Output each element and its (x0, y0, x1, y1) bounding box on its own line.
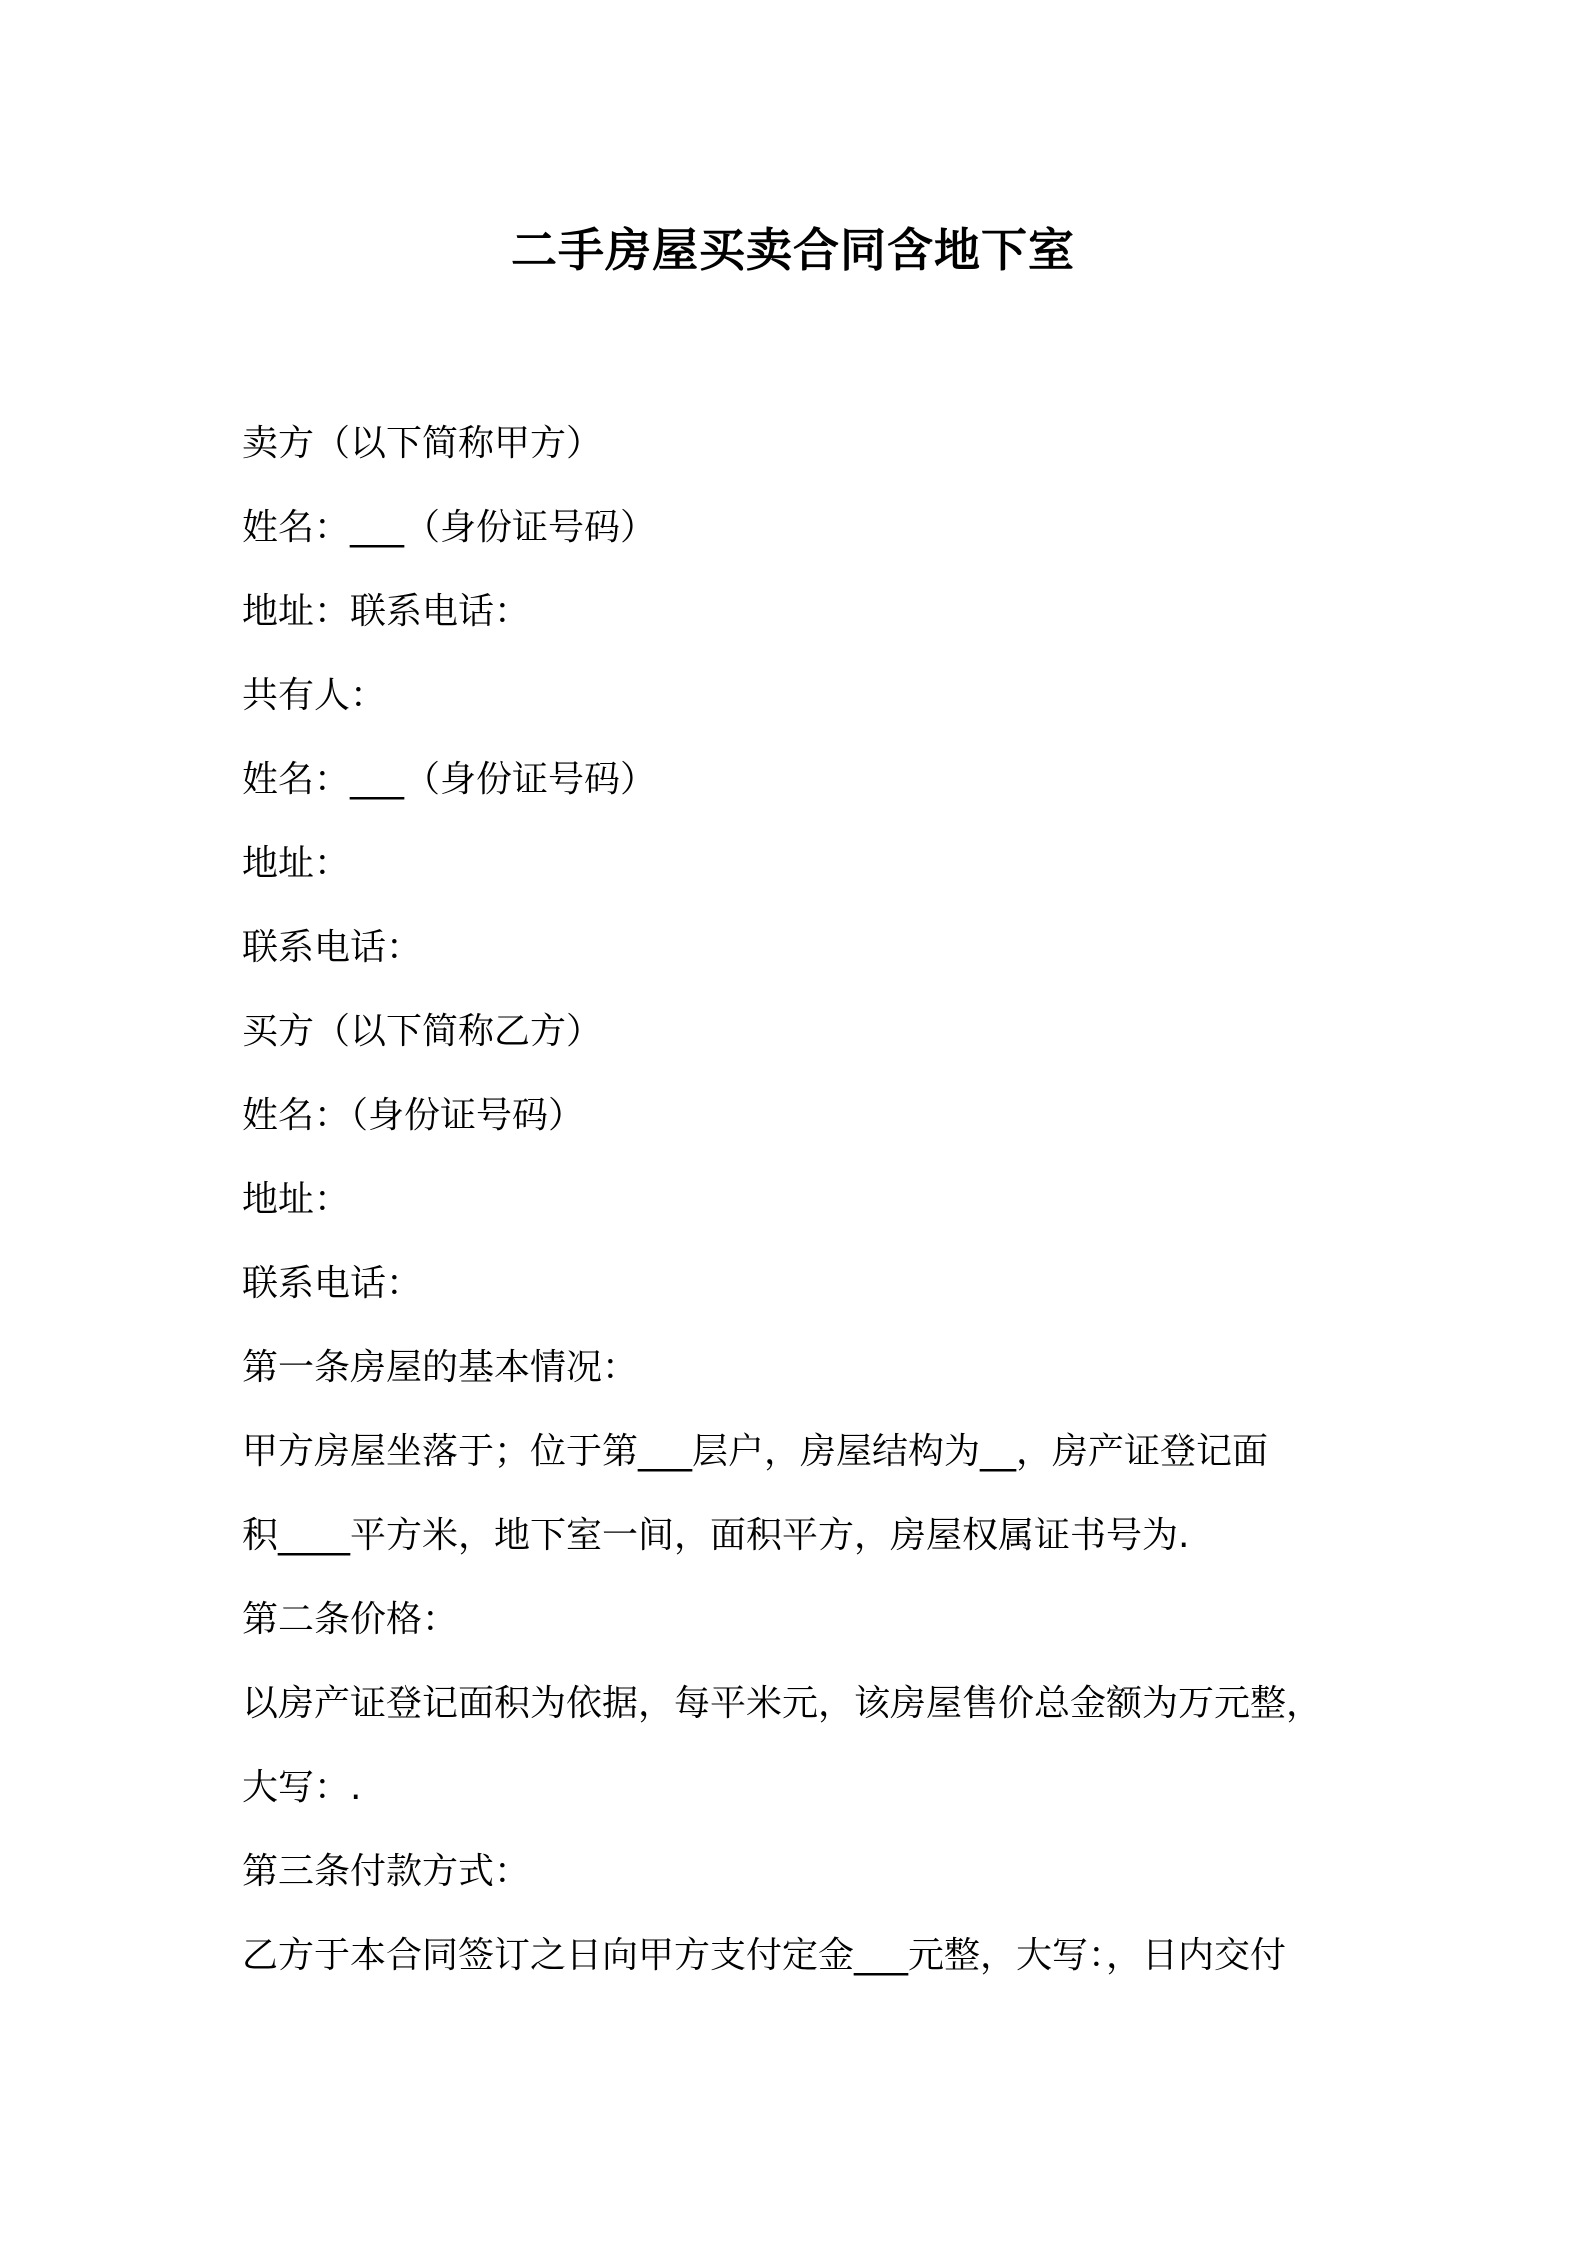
co-owner-name-line: 姓名：___（身份证号码） (242, 759, 657, 800)
article-1-heading: 第一条房屋的基本情况： (242, 1347, 639, 1388)
article-1-text-line-1: 甲方房屋坐落于；位于第___层户，房屋结构为__，房产证登记面 (242, 1431, 1269, 1472)
buyer-name-line: 姓名：（身份证号码） (242, 1095, 585, 1136)
seller-name-line: 姓名：___（身份证号码） (242, 507, 657, 548)
seller-address-phone-line: 地址：联系电话： (242, 591, 531, 632)
article-2-text-line-2: 大写：. (242, 1767, 362, 1808)
buyer-phone-line: 联系电话： (242, 1263, 423, 1304)
seller-heading: 卖方（以下简称甲方） (242, 423, 603, 464)
buyer-heading: 买方（以下简称乙方） (242, 1011, 603, 1052)
document-body (242, 402, 1362, 1998)
co-owner-phone-line: 联系电话： (242, 927, 423, 968)
article-2-text-line-1: 以房产证登记面积为依据，每平米元，该房屋售价总金额为万元整， (242, 1683, 1323, 1724)
article-1-text-line-2: 积____平方米，地下室一间，面积平方，房屋权属证书号为. (242, 1515, 1190, 1556)
document-title: 二手房屋买卖合同含地下室 (511, 223, 1075, 277)
article-3-text-line-1: 乙方于本合同签订之日向甲方支付定金___元整，大写：，日内交付 (242, 1935, 1287, 1976)
co-owner-address-line: 地址： (242, 843, 351, 884)
co-owner-heading: 共有人： (242, 675, 387, 716)
buyer-address-line: 地址： (242, 1179, 351, 1220)
article-2-heading: 第二条价格： (242, 1599, 459, 1640)
article-3-heading: 第三条付款方式： (242, 1851, 531, 1892)
